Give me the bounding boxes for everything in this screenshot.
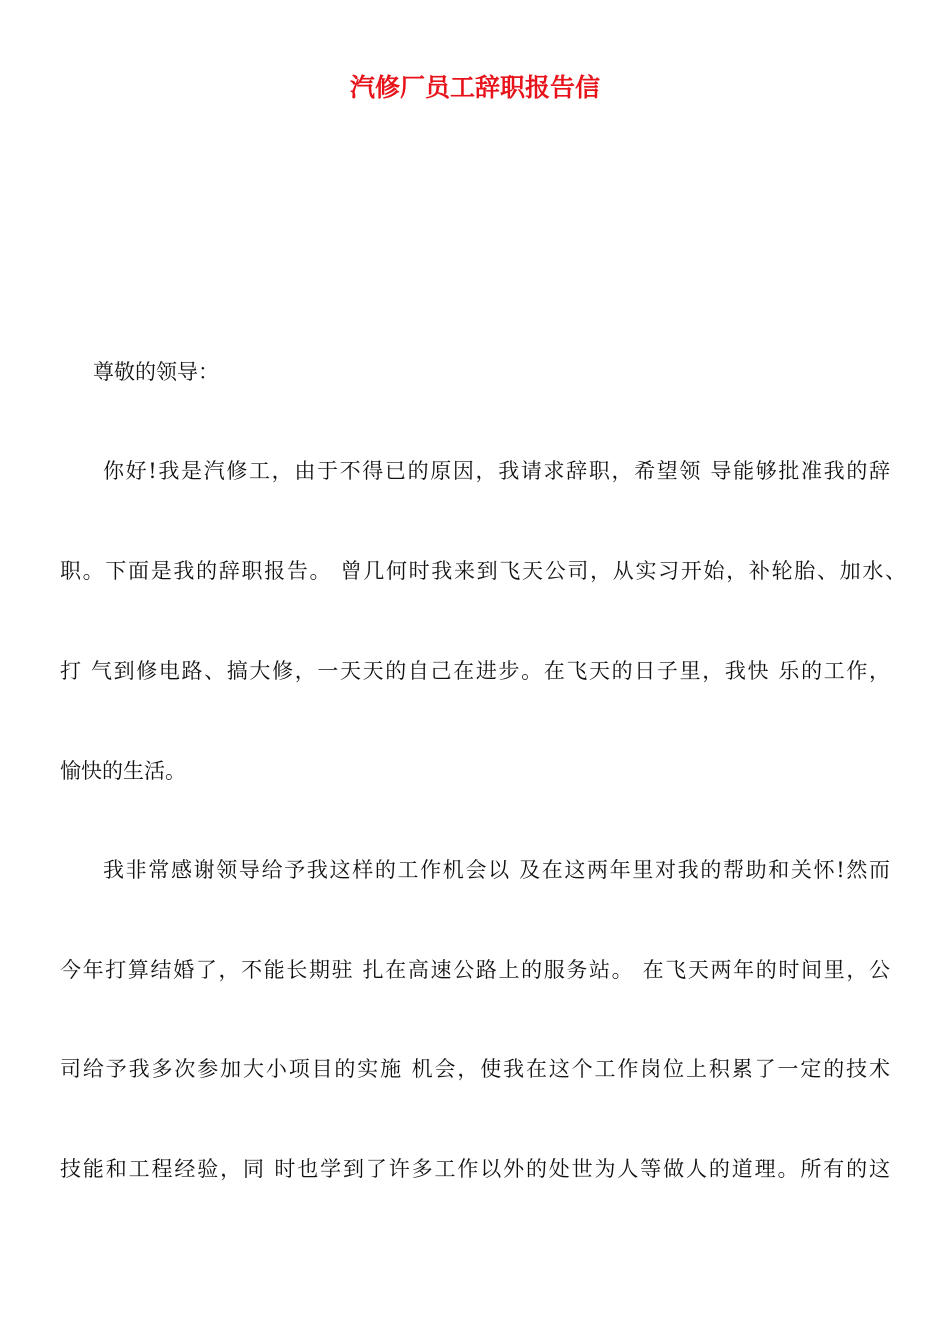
paragraph-1-line-4: 愉快的生活。 <box>60 759 186 783</box>
paragraph-2-line-4: 技能和工程经验，同 时也学到了许多工作以外的处世为人等做人的道理。所有的这 <box>60 1157 890 1181</box>
document-title: 汽修厂员工辞职报告信 <box>349 73 600 102</box>
paragraph-2-line-3: 司给予我多次参加大小项目的实施 机会，使我在这个工作岗位上积累了一定的技术 <box>60 1057 890 1081</box>
paragraph-1-line-1: 你好!我是汽修工，由于不得已的原因，我请求辞职，希望领 导能够批准我的辞 <box>103 459 890 483</box>
paragraph-2-line-1: 我非常感谢领导给予我这样的工作机会以 及在这两年里对我的帮助和关怀!然而 <box>103 858 890 882</box>
paragraph-2-line-2: 今年打算结婚了，不能长期驻 扎在高速公路上的服务站。 在飞天两年的时间里，公 <box>60 958 890 982</box>
paragraph-1-line-3: 打 气到修电路、搞大修，一天天的自己在进步。在飞天的日子里，我快 乐的工作， <box>60 659 890 683</box>
paragraph-1-line-2: 职。下面是我的辞职报告。 曾几何时我来到飞天公司，从实习开始，补轮胎、加水、 <box>60 559 906 583</box>
greeting-line: 尊敬的领导： <box>93 360 219 384</box>
